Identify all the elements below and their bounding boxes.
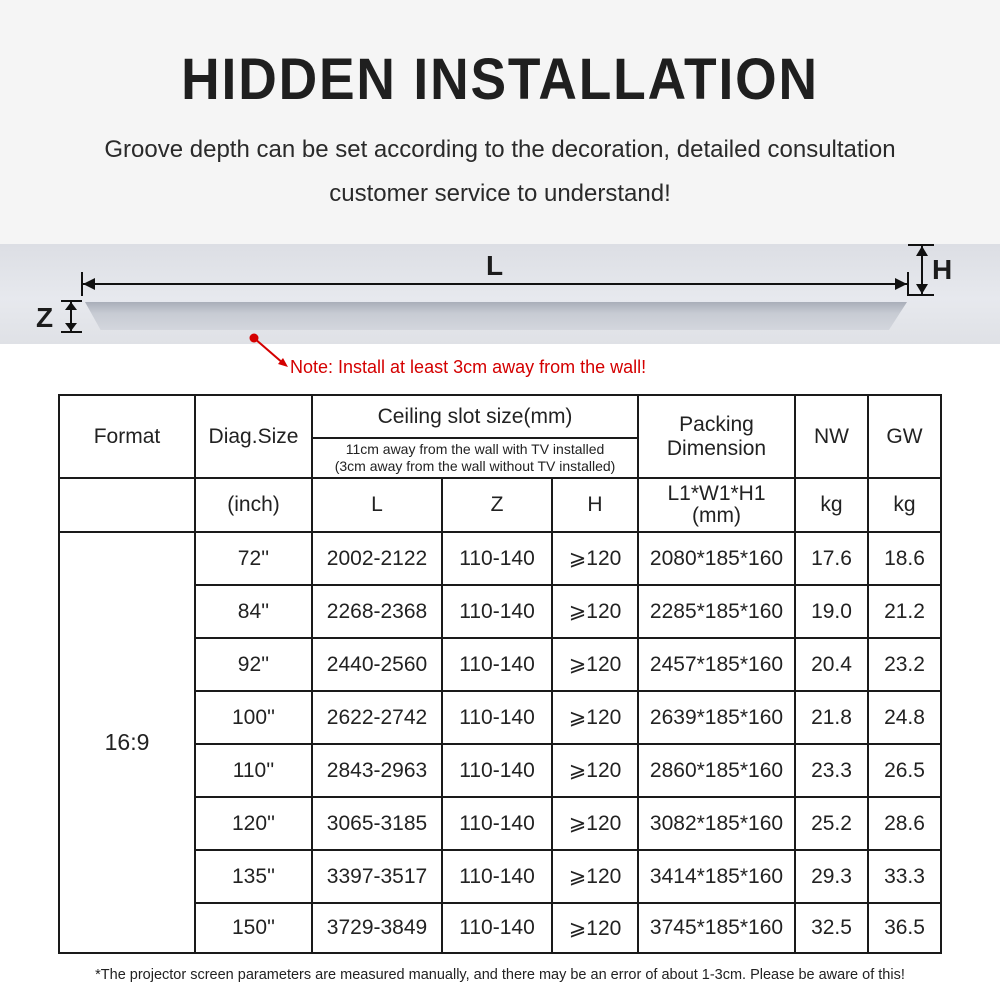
cell-H: ⩾120 — [552, 903, 638, 953]
header-nw-unit: kg — [795, 478, 868, 532]
cell-Z: 110-140 — [442, 691, 552, 744]
header-col-L: L — [312, 478, 442, 532]
cell-L: 3729-3849 — [312, 903, 442, 953]
packing-label-line-1: Packing — [679, 412, 754, 436]
installation-note: Note: Install at least 3cm away from the wall! — [290, 357, 647, 377]
header-gw: GW — [868, 395, 941, 478]
cell-gw: 21.2 — [868, 585, 941, 638]
table-row — [59, 532, 941, 585]
ceiling-note-line-2: (3cm away from the wall without TV installed) — [334, 458, 616, 474]
dimension-H-label: H — [932, 254, 953, 285]
packing-label-line-2: Dimension — [666, 436, 767, 460]
cell-H: ⩾120 — [552, 850, 638, 903]
cell-H: ⩾120 — [552, 744, 638, 797]
note-pointer-icon — [246, 330, 292, 370]
page-title: HIDDEN INSTALLATION — [181, 47, 819, 112]
header-diag-unit: (inch) — [195, 478, 312, 532]
cell-packing: 2457*185*160 — [638, 638, 795, 691]
packing-unit-line-2: (mm) — [692, 504, 741, 527]
footnote: *The projector screen parameters are measured manually, and there may be an error of about 1-3cm. Please be aware of this! — [95, 967, 905, 983]
cell-nw: 17.6 — [795, 532, 868, 585]
cell-L: 3397-3517 — [312, 850, 442, 903]
arrow-up-icon — [916, 246, 928, 256]
cell-packing: 2285*185*160 — [638, 585, 795, 638]
ceiling-note-line-1: 11cm away from the wall with TV installed — [345, 441, 605, 457]
header-format-blank — [59, 478, 195, 532]
cell-Z: 110-140 — [442, 744, 552, 797]
cell-nw: 25.2 — [795, 797, 868, 850]
cell-H: ⩾120 — [552, 532, 638, 585]
cell-size: 110'' — [195, 744, 312, 797]
cell-Z: 110-140 — [442, 638, 552, 691]
cell-L: 2843-2963 — [312, 744, 442, 797]
header-packing-unit — [638, 478, 795, 532]
dimension-L-label: L — [486, 250, 504, 281]
cell-packing: 2860*185*160 — [638, 744, 795, 797]
cell-L: 3065-3185 — [312, 797, 442, 850]
cell-size: 72'' — [195, 532, 312, 585]
cell-nw: 23.3 — [795, 744, 868, 797]
subtitle-line-1: Groove depth can be set according to the decoration, detailed consultation — [104, 136, 896, 163]
cell-Z: 110-140 — [442, 903, 552, 953]
header-format: Format — [59, 395, 195, 478]
cell-nw: 20.4 — [795, 638, 868, 691]
dimension-Z-label: Z — [36, 302, 54, 333]
cell-nw: 29.3 — [795, 850, 868, 903]
cell-packing: 3414*185*160 — [638, 850, 795, 903]
cell-Z: 110-140 — [442, 585, 552, 638]
cell-Z: 110-140 — [442, 797, 552, 850]
header-diag-size: Diag.Size — [195, 395, 312, 478]
cell-gw: 33.3 — [868, 850, 941, 903]
dimension-L-right-tick — [907, 272, 909, 296]
cell-packing: 2639*185*160 — [638, 691, 795, 744]
cell-L: 2440-2560 — [312, 638, 442, 691]
header-gw-unit: kg — [868, 478, 941, 532]
cell-nw: 19.0 — [795, 585, 868, 638]
cell-size: 135'' — [195, 850, 312, 903]
dimension-H-bottom-tick — [908, 294, 934, 296]
cell-packing: 3082*185*160 — [638, 797, 795, 850]
cell-gw: 24.8 — [868, 691, 941, 744]
arrow-left-icon — [83, 278, 95, 290]
packing-unit-line-1: L1*W1*H1 — [667, 482, 766, 505]
arrow-down-icon — [916, 284, 928, 294]
cell-gw: 26.5 — [868, 744, 941, 797]
cell-L: 2268-2368 — [312, 585, 442, 638]
header-col-H: H — [552, 478, 638, 532]
cell-packing: 3745*185*160 — [638, 903, 795, 953]
cell-nw: 32.5 — [795, 903, 868, 953]
arrow-down-icon — [65, 323, 77, 331]
cell-size: 84'' — [195, 585, 312, 638]
cell-H: ⩾120 — [552, 585, 638, 638]
cell-Z: 110-140 — [442, 850, 552, 903]
cell-Z: 110-140 — [442, 532, 552, 585]
cell-size: 100'' — [195, 691, 312, 744]
cell-nw: 21.8 — [795, 691, 868, 744]
spec-table — [58, 394, 942, 954]
header-ceiling-slot: Ceiling slot size(mm) — [312, 395, 638, 438]
header-packing-dimension — [638, 395, 795, 478]
cell-gw: 36.5 — [868, 903, 941, 953]
cell-H: ⩾120 — [552, 691, 638, 744]
cell-size: 120'' — [195, 797, 312, 850]
arrow-up-icon — [65, 302, 77, 310]
cell-packing: 2080*185*160 — [638, 532, 795, 585]
header-ceiling-note — [312, 438, 638, 478]
cell-H: ⩾120 — [552, 797, 638, 850]
cell-gw: 23.2 — [868, 638, 941, 691]
cell-gw: 28.6 — [868, 797, 941, 850]
ceiling-groove — [85, 302, 907, 330]
cell-size: 92'' — [195, 638, 312, 691]
header-col-Z: Z — [442, 478, 552, 532]
header-nw: NW — [795, 395, 868, 478]
dimension-Z-bottom-tick — [61, 331, 82, 333]
arrow-right-icon — [895, 278, 907, 290]
cell-H: ⩾120 — [552, 638, 638, 691]
header-banner — [0, 0, 1000, 244]
dimension-L-line — [82, 283, 907, 285]
format-value: 16:9 — [59, 532, 195, 953]
subtitle-line-2: customer service to understand! — [329, 180, 671, 207]
cell-L: 2002-2122 — [312, 532, 442, 585]
cell-gw: 18.6 — [868, 532, 941, 585]
cell-size: 150'' — [195, 903, 312, 953]
cell-L: 2622-2742 — [312, 691, 442, 744]
